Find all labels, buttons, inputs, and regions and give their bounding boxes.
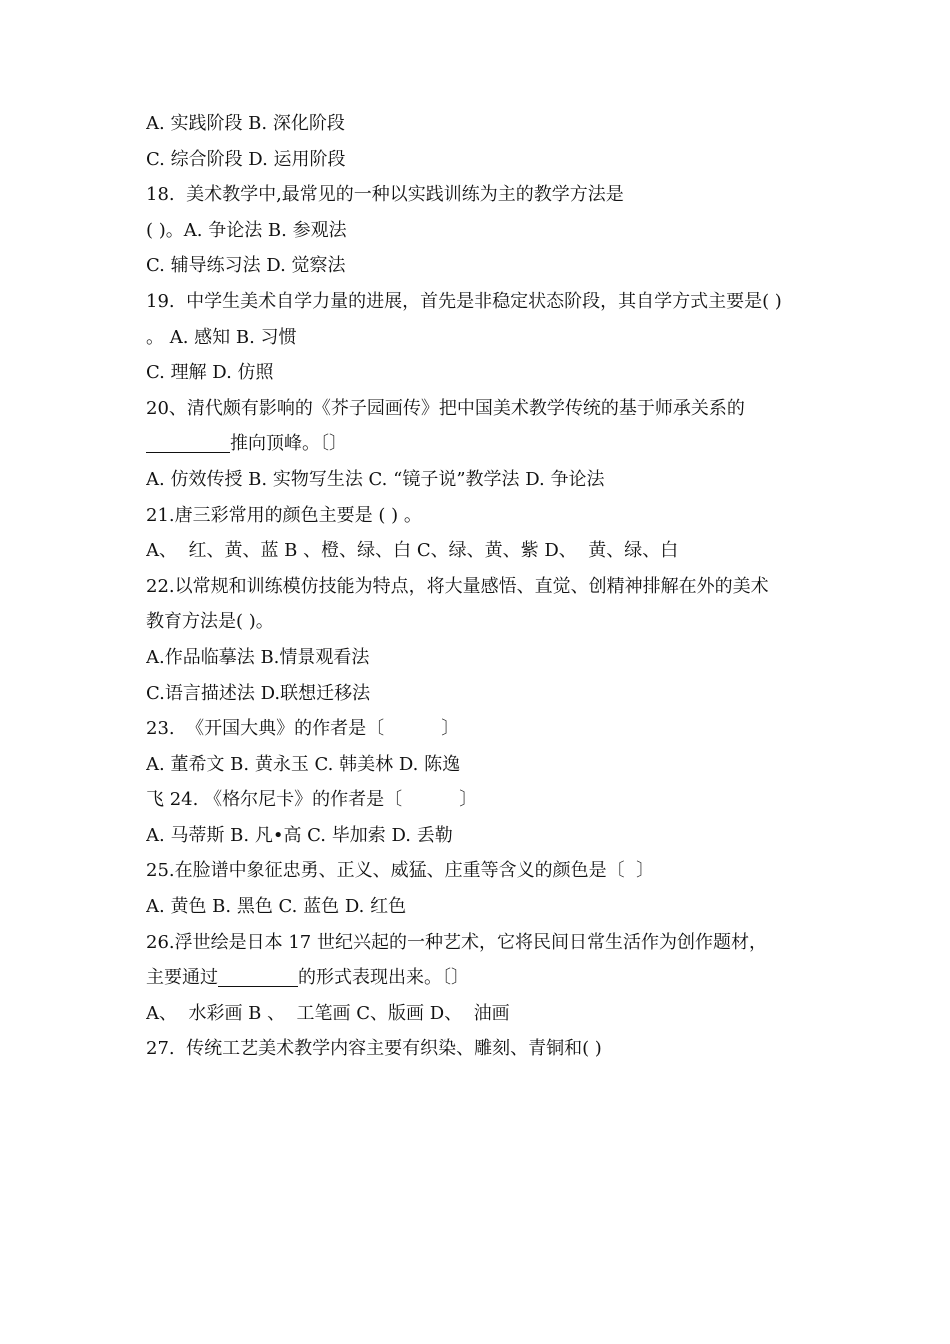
q18-options-ab: ( )。A. 争论法 B. 参观法 <box>146 219 347 241</box>
q23-options: A. 董希文 B. 黄永玉 C. 韩美林 D. 陈逸 <box>146 753 461 775</box>
q24-options: A. 马蒂斯 B. 凡•高 C. 毕加索 D. 丢勒 <box>146 824 453 846</box>
q26-stem-cont-text-b: 的形式表现出来。〔〕 <box>298 967 469 989</box>
q17-options-cd: C. 综合阶段 D. 运用阶段 <box>146 148 346 170</box>
q21-stem: 21.唐三彩常用的颜色主要是 ( ) 。 <box>146 504 422 526</box>
q22-options-cd: C.语言描述法 D.联想迁移法 <box>146 682 371 704</box>
q27-stem: 27. 传统工艺美术教学内容主要有织染、雕刻、青铜和( ) <box>146 1038 602 1060</box>
q20-stem: 20、清代颇有影响的《芥子园画传》把中国美术教学传统的基于师承关系的 <box>146 397 745 419</box>
q26-stem: 26.浮世绘是日本 17 世纪兴起的一种艺术，它将民间日常生活作为创作题材， <box>146 931 767 953</box>
q21-options: A、 红、黄、蓝 B 、橙、绿、白 C、绿、黄、紫 D、 黄、绿、白 <box>146 540 679 562</box>
answer-blank <box>218 965 298 988</box>
answer-blank <box>146 431 230 454</box>
q26-stem-cont <box>146 960 826 996</box>
q19-options-cd: C. 理解 D. 仿照 <box>146 362 274 384</box>
question-list <box>146 106 826 1067</box>
q22-stem: 22.以常规和训练模仿技能为特点，将大量感悟、直觉、创精神排解在外的美术 <box>146 575 769 597</box>
q19-options-ab: 。 A. 感知 B. 习惯 <box>146 326 297 348</box>
q26-stem-cont-text-a: 主要通过 <box>146 967 218 989</box>
q17-options-ab: A. 实践阶段 B. 深化阶段 <box>146 113 345 134</box>
q24-stem: 飞 24. 《格尔尼卡》的作者是〔 〕 <box>146 789 478 811</box>
q25-stem: 25.在脸谱中象征忠勇、正义、威猛、庄重等含义的颜色是〔 〕 <box>146 860 655 882</box>
q26-options: A、 水彩画 B 、 工笔画 C、版画 D、 油画 <box>146 1002 510 1024</box>
q22-stem-cont: 教育方法是( )。 <box>146 611 274 633</box>
q18-stem: 18. 美术教学中,最常见的一种以实践训练为主的教学方法是 <box>146 184 624 206</box>
q20-stem-cont-text: 推向顶峰。〔〕 <box>230 433 347 455</box>
q18-options-cd: C. 辅导练习法 D. 觉察法 <box>146 255 346 277</box>
q19-stem: 19. 中学生美术自学力量的进展，首先是非稳定状态阶段，其自学方式主要是( ) <box>146 290 782 312</box>
q22-options-ab: A.作品临摹法 B.情景观看法 <box>146 646 370 668</box>
q25-options: A. 黄色 B. 黑色 C. 蓝色 D. 红色 <box>146 896 407 918</box>
q20-options: A. 仿效传授 B. 实物写生法 C. “镜子说”教学法 D. 争论法 <box>146 468 605 490</box>
q23-stem: 23. 《开国大典》的作者是〔 〕 <box>146 718 460 740</box>
q20-stem-cont <box>146 426 826 462</box>
